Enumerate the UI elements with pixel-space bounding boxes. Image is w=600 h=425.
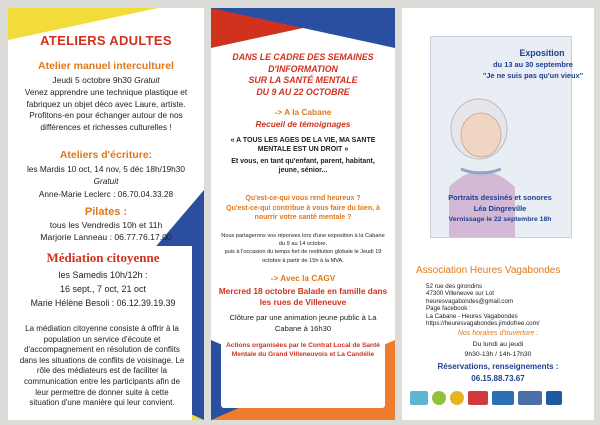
address-line: 47300 Villeneuve sur Lot	[426, 290, 494, 298]
desc-line: Venez apprendre une technique plastique et	[24, 87, 188, 97]
intro-text: Et vous, en tant qu'enfant, parent, habitant, jeune, sénior...	[231, 158, 375, 174]
desc-line: différences et richesses culturelles !	[40, 121, 172, 132]
mediation-schedule: les Samedis 10h/12h :	[58, 270, 148, 280]
heading-line: D'INFORMATION	[268, 63, 338, 74]
desc-line: Profitons-en pour échanger autour de nos	[29, 110, 183, 120]
mediation-dates: 16 sept., 7 oct, 21 oct	[59, 284, 147, 294]
desc-line: d'accompagnement en résolution de conflits	[24, 345, 180, 355]
phone-number[interactable]: 06.15.88.73.67	[471, 374, 525, 383]
event-heading	[211, 52, 395, 98]
desc-line: fabriquez un objet déco avec Laure, artiste.	[26, 98, 186, 109]
quote-droit: « A TOUS LES AGES DE LA VIE, MA SANTE MENTALE EST UN DROIT »	[230, 137, 376, 153]
footer-line: Mentale du Grand Villeneuvois et La Candélie	[231, 351, 375, 358]
panel-ateliers-adultes	[8, 8, 204, 420]
facebook-link[interactable]: La Cabane - Heures Vagabondes	[426, 312, 518, 320]
la-cabane-logo	[410, 391, 428, 405]
atelier-ecriture-price: Gratuit	[93, 176, 119, 186]
atelier-manuel-day: Jeudi 5 octobre	[52, 75, 111, 85]
horaires-days: Du lundi au jeudi	[472, 341, 524, 348]
panel-exposition	[402, 8, 594, 420]
desc-line: dans les situations de conflits de voisinage. Le	[19, 355, 185, 365]
address-block	[426, 283, 592, 327]
mediation-contact: Marie Hélène Besoli : 06.12.39.19.39	[30, 298, 176, 308]
heading-line: SUR LA SANTÉ MENTALE	[248, 75, 358, 85]
atelier-manuel-time: 9h30	[112, 75, 132, 85]
atelier-ecriture-contact: Anne-Marie Leclerc : 06.70.04.33.28	[38, 189, 174, 199]
expo-caption-artist: Léa Dingreville	[473, 204, 527, 213]
pilates-dates: tous les Vendredis 10h et 11h	[49, 220, 163, 230]
address-line: 52 rue des girondins	[426, 283, 483, 290]
horaires-title: Nos horaires d'ouverture :	[457, 330, 539, 337]
pilates-heading: Pilates :	[84, 206, 128, 218]
partner-logo-3	[468, 391, 488, 405]
horaires-hours: 9h30-13h / 14h-17h30	[464, 351, 532, 358]
desc-line: communication entre les participants afin de	[23, 376, 181, 386]
mediation-heading: Médiation citoyenne	[46, 250, 160, 265]
atelier-manuel-when	[8, 75, 204, 85]
website-link[interactable]: https://heuresvagabondes.jimdofree.com/	[426, 320, 540, 328]
desc-line: La médiation citoyenne consiste à offrir à la	[25, 324, 179, 333]
question-heureux: Qu'est-ce-qui vous rend heureux ?	[245, 195, 361, 202]
blue-corner-decoration	[211, 8, 395, 48]
expo-vernissage: Vernissage le 22 septembre 18h	[448, 216, 552, 223]
balade-famille: Mercred 18 octobre Balade en famille dans les rues de Villeneuve	[218, 286, 388, 307]
panel-sante-mentale	[211, 8, 395, 420]
reservation-label: Réservations, renseignements :	[437, 362, 559, 371]
partner-logo-2	[450, 391, 464, 405]
arrow-cagv: -> Avec la CAGV	[270, 273, 336, 283]
arrow-la-cabane: -> A la Cabane	[274, 107, 332, 117]
desc-line: situation d'une manière qui leur convient.	[29, 398, 175, 408]
atelier-manuel-description	[10, 87, 202, 133]
association-name: Association Heures Vagabondes	[416, 265, 561, 276]
caf-logo	[546, 391, 562, 405]
footer-organisers	[221, 341, 385, 359]
partage-text	[213, 232, 393, 265]
partage-line: octobre à partir de 15h à la MVA.	[262, 257, 344, 264]
page-title: ATELIERS ADULTES	[40, 33, 172, 48]
partage-line: du 9 au 14 octobre,	[278, 241, 328, 248]
expo-quote: "Je ne suis pas qu'un vieux"	[482, 71, 584, 80]
desc-line: rôle des médiateurs est de faciliter la	[36, 366, 168, 376]
partage-line: Nous partagerons vos réponses lors d'une exposition à la Cabane	[221, 233, 385, 239]
cloture-text: Clôture par une animation jeune public à La Cabane à 16h30	[229, 313, 377, 333]
recueil-temoignages: Recueil de témoignages	[255, 119, 351, 129]
heading-line: DU 9 AU 22 OCTOBRE	[256, 86, 350, 97]
atelier-manuel-heading: Atelier manuel interculturel	[38, 60, 174, 72]
question-bien: Qu'est-ce-qui contribue à vous faire du bien, à nourrir votre santé mentale ?	[226, 205, 380, 221]
partner-logo-5	[518, 391, 542, 405]
email-link[interactable]: heuresvagabondes@gmail.com	[426, 297, 514, 305]
atelier-manuel-price: Gratuit	[134, 75, 160, 85]
mediation-description	[8, 324, 196, 409]
heading-line: DANS LE CADRE DES SEMAINES	[232, 52, 374, 62]
address-line: Page facebook :	[426, 305, 471, 313]
footer-line: Actions organisées par le Contrat Local de Santé	[226, 342, 380, 349]
partner-logo-4	[492, 391, 514, 405]
expo-dates: du 13 au 30 septembre	[493, 60, 573, 69]
partner-logo-1	[432, 391, 446, 405]
atelier-ecriture-dates: les Mardis 10 oct, 14 nov, 5 déc 18h/19h30	[26, 164, 186, 174]
expo-title: Exposition	[519, 48, 565, 58]
pilates-contact: Marjorie Lanneau : 06.77.76.17.00	[40, 232, 172, 242]
desc-line: leur permettre de donner suite à cette	[35, 387, 169, 397]
expo-caption-portraits: Portraits dessinés et sonores	[448, 193, 552, 202]
partage-line: puis à l'occasion du temps fort de restitution globale le Jeudi 19	[224, 249, 382, 256]
atelier-ecriture-heading: Ateliers d'écriture:	[59, 149, 153, 161]
desc-line: population un service d'écoute et	[43, 334, 161, 344]
